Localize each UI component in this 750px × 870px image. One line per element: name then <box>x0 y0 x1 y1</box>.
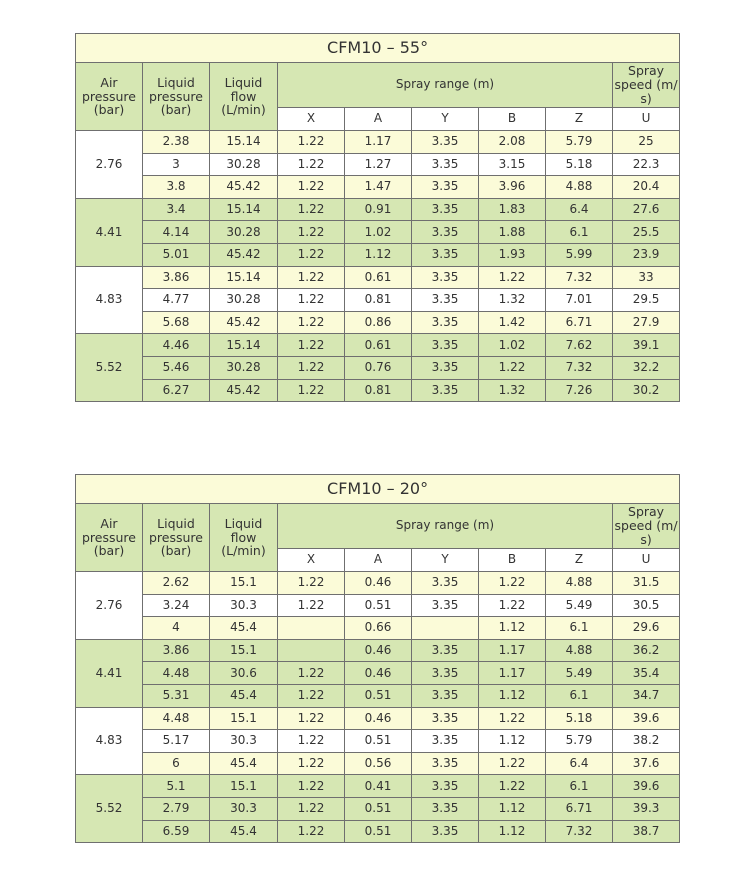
range-z-cell: 5.99 <box>546 243 613 266</box>
sub-header-x: X <box>278 108 345 131</box>
range-y-cell: 3.35 <box>412 594 479 617</box>
range-b-cell: 1.22 <box>479 572 546 595</box>
spray-table-20 <box>75 474 680 843</box>
range-x-cell: 1.22 <box>278 730 345 753</box>
range-b-cell: 1.12 <box>479 820 546 843</box>
range-y-cell: 3.35 <box>412 797 479 820</box>
table-row <box>76 356 680 379</box>
liquid-flow-cell: 30.3 <box>210 797 278 820</box>
range-b-cell: 3.96 <box>479 176 546 199</box>
air-pressure-cell: 2.76 <box>76 572 143 640</box>
range-x-cell: 1.22 <box>278 572 345 595</box>
range-x-cell: 1.22 <box>278 775 345 798</box>
air-pressure-cell: 4.41 <box>76 198 143 266</box>
table-row <box>76 221 680 244</box>
range-a-cell: 0.46 <box>345 662 412 685</box>
range-b-cell: 1.22 <box>479 356 546 379</box>
air-pressure-cell: 5.52 <box>76 334 143 402</box>
range-b-cell: 1.17 <box>479 662 546 685</box>
speed-u-cell: 39.6 <box>613 707 680 730</box>
liquid-flow-header: Liquid flow (L/min) <box>210 63 278 131</box>
sub-header-a: A <box>345 549 412 572</box>
table-row <box>76 572 680 595</box>
range-a-cell: 1.17 <box>345 131 412 154</box>
table-row <box>76 594 680 617</box>
speed-u-cell: 38.2 <box>613 730 680 753</box>
range-z-cell: 4.88 <box>546 639 613 662</box>
sub-header-y: Y <box>412 108 479 131</box>
spray-speed-header: Spray speed (m/ s) <box>613 63 680 108</box>
table-row <box>76 266 680 289</box>
range-a-cell: 0.76 <box>345 356 412 379</box>
liquid-flow-cell: 45.42 <box>210 176 278 199</box>
liquid-flow-cell: 45.4 <box>210 684 278 707</box>
table-title: CFM10 – 55° <box>76 34 680 63</box>
sub-header-u: U <box>613 549 680 572</box>
table-row <box>76 617 680 640</box>
table-row <box>76 311 680 334</box>
table-row <box>76 243 680 266</box>
range-x-cell: 1.22 <box>278 752 345 775</box>
range-b-cell: 1.22 <box>479 752 546 775</box>
liquid-flow-cell: 15.1 <box>210 707 278 730</box>
range-a-cell: 0.81 <box>345 289 412 312</box>
range-a-cell: 0.86 <box>345 311 412 334</box>
range-a-cell: 0.46 <box>345 572 412 595</box>
liquid-pressure-cell: 5.01 <box>143 243 210 266</box>
range-y-cell: 3.35 <box>412 379 479 402</box>
liquid-pressure-cell: 6.59 <box>143 820 210 843</box>
table-row <box>76 289 680 312</box>
range-b-cell: 1.22 <box>479 266 546 289</box>
sub-header-y: Y <box>412 549 479 572</box>
liquid-flow-cell: 30.28 <box>210 289 278 312</box>
liquid-flow-cell: 15.14 <box>210 334 278 357</box>
liquid-pressure-cell: 4.48 <box>143 707 210 730</box>
range-y-cell: 3.35 <box>412 730 479 753</box>
speed-u-cell: 38.7 <box>613 820 680 843</box>
range-y-cell: 3.35 <box>412 572 479 595</box>
range-x-cell: 1.22 <box>278 820 345 843</box>
liquid-pressure-cell: 3.4 <box>143 198 210 221</box>
range-z-cell: 7.01 <box>546 289 613 312</box>
air-pressure-cell: 4.41 <box>76 639 143 707</box>
range-y-cell: 3.35 <box>412 707 479 730</box>
range-z-cell: 6.1 <box>546 684 613 707</box>
table-row <box>76 820 680 843</box>
range-z-cell: 7.32 <box>546 356 613 379</box>
range-x-cell: 1.22 <box>278 311 345 334</box>
range-x-cell <box>278 639 345 662</box>
range-b-cell: 1.32 <box>479 379 546 402</box>
air-pressure-cell: 2.76 <box>76 131 143 199</box>
range-x-cell: 1.22 <box>278 221 345 244</box>
range-a-cell: 0.51 <box>345 797 412 820</box>
range-x-cell: 1.22 <box>278 662 345 685</box>
liquid-pressure-cell: 4.77 <box>143 289 210 312</box>
range-z-cell: 5.18 <box>546 153 613 176</box>
liquid-pressure-cell: 2.62 <box>143 572 210 595</box>
speed-u-cell: 39.3 <box>613 797 680 820</box>
table-row <box>76 334 680 357</box>
liquid-pressure-cell: 5.31 <box>143 684 210 707</box>
range-z-cell: 6.71 <box>546 311 613 334</box>
liquid-pressure-cell: 3.24 <box>143 594 210 617</box>
air-pressure-header: Air pressure (bar) <box>76 504 143 572</box>
speed-u-cell: 35.4 <box>613 662 680 685</box>
range-z-cell: 7.32 <box>546 820 613 843</box>
liquid-pressure-cell: 5.1 <box>143 775 210 798</box>
speed-u-cell: 23.9 <box>613 243 680 266</box>
air-pressure-header: Air pressure (bar) <box>76 63 143 131</box>
range-y-cell: 3.35 <box>412 334 479 357</box>
liquid-flow-cell: 30.28 <box>210 153 278 176</box>
liquid-pressure-cell: 2.38 <box>143 131 210 154</box>
range-a-cell: 0.81 <box>345 379 412 402</box>
liquid-flow-cell: 30.3 <box>210 594 278 617</box>
liquid-flow-cell: 15.14 <box>210 198 278 221</box>
range-a-cell: 1.47 <box>345 176 412 199</box>
table-row <box>76 707 680 730</box>
table-row <box>76 662 680 685</box>
sub-header-a: A <box>345 108 412 131</box>
air-pressure-cell: 5.52 <box>76 775 143 843</box>
range-y-cell: 3.35 <box>412 662 479 685</box>
range-z-cell: 7.26 <box>546 379 613 402</box>
range-x-cell: 1.22 <box>278 707 345 730</box>
table-row <box>76 775 680 798</box>
range-b-cell: 3.15 <box>479 153 546 176</box>
speed-u-cell: 36.2 <box>613 639 680 662</box>
range-z-cell: 7.32 <box>546 266 613 289</box>
range-z-cell: 6.1 <box>546 221 613 244</box>
range-y-cell <box>412 617 479 640</box>
range-a-cell: 0.51 <box>345 594 412 617</box>
table-row <box>76 379 680 402</box>
liquid-pressure-cell: 5.68 <box>143 311 210 334</box>
table-body <box>76 572 680 843</box>
liquid-flow-cell: 30.28 <box>210 356 278 379</box>
range-b-cell: 1.22 <box>479 775 546 798</box>
speed-u-cell: 31.5 <box>613 572 680 595</box>
liquid-flow-cell: 15.14 <box>210 131 278 154</box>
range-a-cell: 0.51 <box>345 684 412 707</box>
range-a-cell: 0.51 <box>345 820 412 843</box>
range-z-cell: 6.4 <box>546 752 613 775</box>
liquid-pressure-cell: 3 <box>143 153 210 176</box>
sub-header-b: B <box>479 549 546 572</box>
range-y-cell: 3.35 <box>412 775 479 798</box>
air-pressure-cell: 4.83 <box>76 266 143 334</box>
table-row <box>76 639 680 662</box>
liquid-pressure-cell: 3.86 <box>143 266 210 289</box>
range-a-cell: 0.51 <box>345 730 412 753</box>
liquid-flow-cell: 15.1 <box>210 639 278 662</box>
range-x-cell: 1.22 <box>278 684 345 707</box>
liquid-pressure-cell: 6.27 <box>143 379 210 402</box>
range-b-cell: 1.42 <box>479 311 546 334</box>
range-y-cell: 3.35 <box>412 311 479 334</box>
range-y-cell: 3.35 <box>412 153 479 176</box>
range-b-cell: 1.17 <box>479 639 546 662</box>
speed-u-cell: 32.2 <box>613 356 680 379</box>
speed-u-cell: 29.5 <box>613 289 680 312</box>
range-a-cell: 0.46 <box>345 639 412 662</box>
speed-u-cell: 37.6 <box>613 752 680 775</box>
liquid-pressure-cell: 4.46 <box>143 334 210 357</box>
range-z-cell: 5.49 <box>546 662 613 685</box>
range-y-cell: 3.35 <box>412 289 479 312</box>
range-x-cell: 1.22 <box>278 243 345 266</box>
speed-u-cell: 25.5 <box>613 221 680 244</box>
range-b-cell: 1.12 <box>479 797 546 820</box>
air-pressure-cell: 4.83 <box>76 707 143 775</box>
range-b-cell: 1.12 <box>479 730 546 753</box>
liquid-pressure-header: Liquid pressure (bar) <box>143 63 210 131</box>
liquid-pressure-cell: 2.79 <box>143 797 210 820</box>
liquid-flow-cell: 30.3 <box>210 730 278 753</box>
range-b-cell: 1.02 <box>479 334 546 357</box>
range-y-cell: 3.35 <box>412 198 479 221</box>
table-row <box>76 198 680 221</box>
range-b-cell: 1.88 <box>479 221 546 244</box>
speed-u-cell: 27.6 <box>613 198 680 221</box>
liquid-flow-cell: 45.4 <box>210 820 278 843</box>
liquid-pressure-header: Liquid pressure (bar) <box>143 504 210 572</box>
range-z-cell: 4.88 <box>546 572 613 595</box>
range-y-cell: 3.35 <box>412 131 479 154</box>
range-z-cell: 6.1 <box>546 617 613 640</box>
speed-u-cell: 25 <box>613 131 680 154</box>
range-z-cell: 6.71 <box>546 797 613 820</box>
sub-header-z: Z <box>546 549 613 572</box>
speed-u-cell: 39.1 <box>613 334 680 357</box>
range-x-cell: 1.22 <box>278 266 345 289</box>
range-z-cell: 5.18 <box>546 707 613 730</box>
spray-speed-header: Spray speed (m/ s) <box>613 504 680 549</box>
range-z-cell: 4.88 <box>546 176 613 199</box>
table-row <box>76 131 680 154</box>
range-b-cell: 1.83 <box>479 198 546 221</box>
liquid-flow-header: Liquid flow (L/min) <box>210 504 278 572</box>
sub-header-u: U <box>613 108 680 131</box>
range-b-cell: 1.22 <box>479 594 546 617</box>
speed-u-cell: 29.6 <box>613 617 680 640</box>
liquid-pressure-cell: 5.17 <box>143 730 210 753</box>
range-y-cell: 3.35 <box>412 684 479 707</box>
range-a-cell: 0.46 <box>345 707 412 730</box>
range-x-cell: 1.22 <box>278 797 345 820</box>
range-z-cell: 5.49 <box>546 594 613 617</box>
liquid-flow-cell: 30.6 <box>210 662 278 685</box>
liquid-flow-cell: 15.14 <box>210 266 278 289</box>
sub-header-x: X <box>278 549 345 572</box>
liquid-flow-cell: 15.1 <box>210 572 278 595</box>
table-row <box>76 153 680 176</box>
liquid-pressure-cell: 4 <box>143 617 210 640</box>
speed-u-cell: 27.9 <box>613 311 680 334</box>
range-z-cell: 6.1 <box>546 775 613 798</box>
range-a-cell: 1.02 <box>345 221 412 244</box>
range-a-cell: 0.56 <box>345 752 412 775</box>
table-row <box>76 730 680 753</box>
liquid-flow-cell: 15.1 <box>210 775 278 798</box>
range-a-cell: 0.66 <box>345 617 412 640</box>
liquid-pressure-cell: 4.48 <box>143 662 210 685</box>
range-x-cell: 1.22 <box>278 131 345 154</box>
sub-header-z: Z <box>546 108 613 131</box>
range-y-cell: 3.35 <box>412 820 479 843</box>
range-z-cell: 5.79 <box>546 131 613 154</box>
table-row <box>76 797 680 820</box>
range-a-cell: 0.61 <box>345 266 412 289</box>
liquid-pressure-cell: 4.14 <box>143 221 210 244</box>
table-row <box>76 684 680 707</box>
sub-header-b: B <box>479 108 546 131</box>
range-z-cell: 6.4 <box>546 198 613 221</box>
range-b-cell: 1.22 <box>479 707 546 730</box>
spray-range-header: Spray range (m) <box>278 63 613 108</box>
liquid-flow-cell: 45.42 <box>210 243 278 266</box>
speed-u-cell: 33 <box>613 266 680 289</box>
table-body <box>76 131 680 402</box>
range-x-cell <box>278 617 345 640</box>
speed-u-cell: 22.3 <box>613 153 680 176</box>
range-z-cell: 7.62 <box>546 334 613 357</box>
range-b-cell: 1.93 <box>479 243 546 266</box>
range-a-cell: 0.91 <box>345 198 412 221</box>
liquid-flow-cell: 45.42 <box>210 311 278 334</box>
liquid-pressure-cell: 3.8 <box>143 176 210 199</box>
range-y-cell: 3.35 <box>412 752 479 775</box>
table-title: CFM10 – 20° <box>76 475 680 504</box>
range-x-cell: 1.22 <box>278 289 345 312</box>
speed-u-cell: 30.5 <box>613 594 680 617</box>
range-y-cell: 3.35 <box>412 356 479 379</box>
liquid-flow-cell: 30.28 <box>210 221 278 244</box>
liquid-flow-cell: 45.4 <box>210 617 278 640</box>
liquid-pressure-cell: 3.86 <box>143 639 210 662</box>
liquid-flow-cell: 45.4 <box>210 752 278 775</box>
range-x-cell: 1.22 <box>278 356 345 379</box>
range-x-cell: 1.22 <box>278 153 345 176</box>
speed-u-cell: 34.7 <box>613 684 680 707</box>
liquid-pressure-cell: 5.46 <box>143 356 210 379</box>
range-x-cell: 1.22 <box>278 594 345 617</box>
table-row <box>76 752 680 775</box>
spray-table-55 <box>75 33 680 402</box>
speed-u-cell: 39.6 <box>613 775 680 798</box>
range-y-cell: 3.35 <box>412 639 479 662</box>
range-b-cell: 1.32 <box>479 289 546 312</box>
range-x-cell: 1.22 <box>278 334 345 357</box>
speed-u-cell: 30.2 <box>613 379 680 402</box>
range-a-cell: 0.41 <box>345 775 412 798</box>
range-x-cell: 1.22 <box>278 198 345 221</box>
range-x-cell: 1.22 <box>278 176 345 199</box>
liquid-pressure-cell: 6 <box>143 752 210 775</box>
range-a-cell: 1.27 <box>345 153 412 176</box>
range-y-cell: 3.35 <box>412 176 479 199</box>
range-b-cell: 1.12 <box>479 684 546 707</box>
liquid-flow-cell: 45.42 <box>210 379 278 402</box>
table-row <box>76 176 680 199</box>
range-y-cell: 3.35 <box>412 221 479 244</box>
range-b-cell: 2.08 <box>479 131 546 154</box>
speed-u-cell: 20.4 <box>613 176 680 199</box>
range-y-cell: 3.35 <box>412 266 479 289</box>
range-b-cell: 1.12 <box>479 617 546 640</box>
range-x-cell: 1.22 <box>278 379 345 402</box>
range-y-cell: 3.35 <box>412 243 479 266</box>
range-z-cell: 5.79 <box>546 730 613 753</box>
range-a-cell: 1.12 <box>345 243 412 266</box>
spray-range-header: Spray range (m) <box>278 504 613 549</box>
range-a-cell: 0.61 <box>345 334 412 357</box>
